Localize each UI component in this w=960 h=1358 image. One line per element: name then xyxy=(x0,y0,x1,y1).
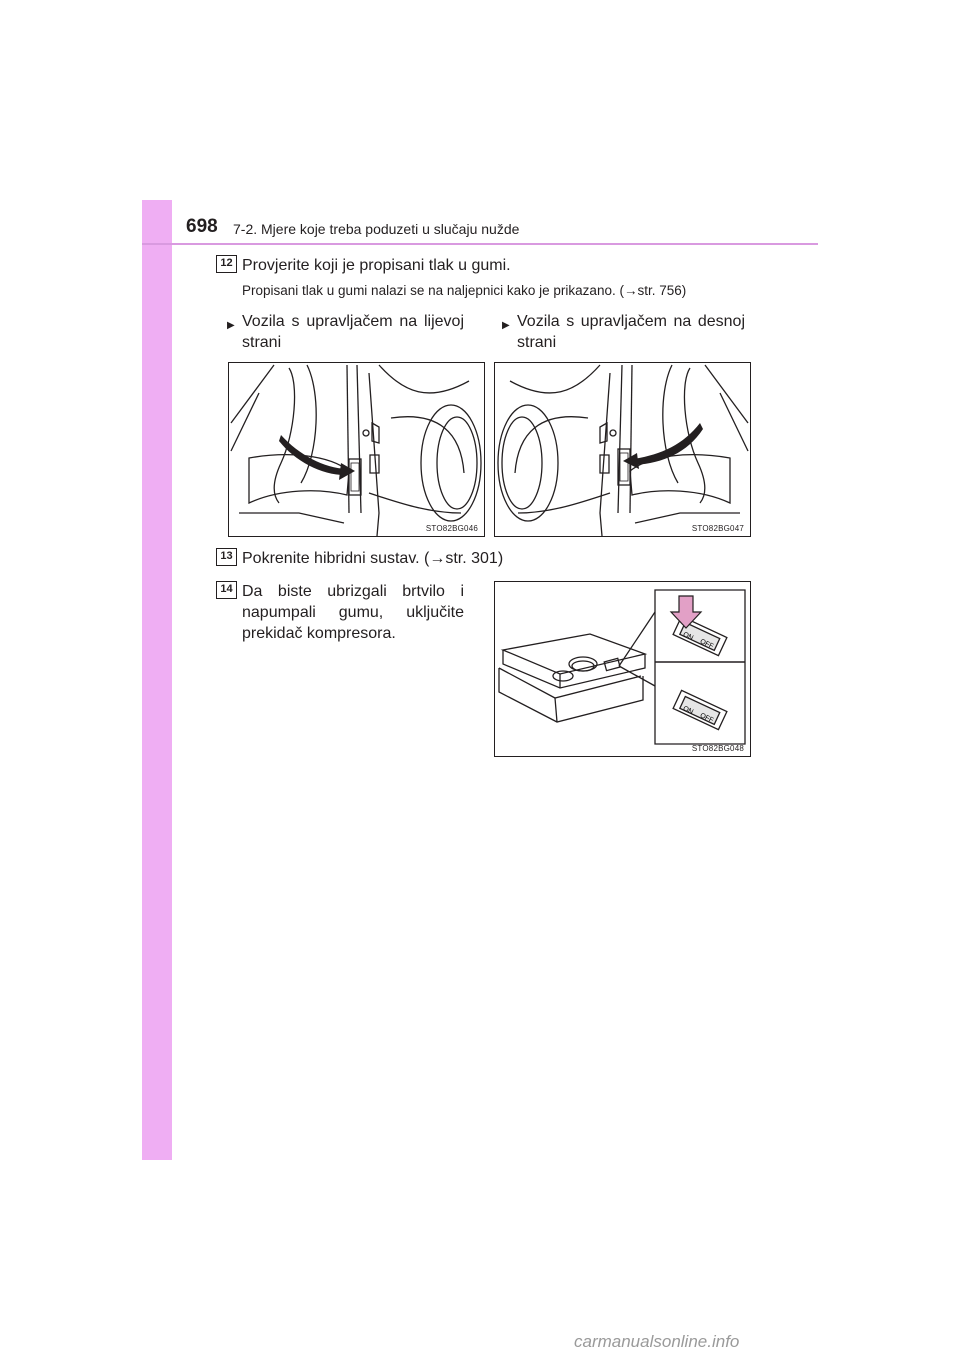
column-heading-left xyxy=(227,311,464,353)
step-12-text: Provjerite koji je propisani tlak u gumi. xyxy=(242,257,511,274)
figure-lhd-label-location xyxy=(228,362,485,537)
column-heading-right-text: Vozila s upravljačem na desnoj strani xyxy=(517,313,745,351)
step-badge-13: 13 xyxy=(216,548,237,566)
switch-off-label-lower: OFF xyxy=(698,712,715,725)
column-heading-right xyxy=(502,311,745,353)
header-rule xyxy=(142,243,818,245)
step-13-text: Pokrenite hibridni sustav. (→str. 301) xyxy=(242,550,504,567)
figure-code-left: STO82BG046 xyxy=(425,524,478,533)
step-14-text: Da biste ubrizgali brtvilo i napumpali gumu, uključite prekidač kompresora. xyxy=(242,583,464,642)
page-number: 698 xyxy=(186,216,218,237)
step-badge-12: 12 xyxy=(216,255,237,273)
switch-off-label-upper: OFF xyxy=(698,638,715,651)
illustration-lhd-door-pillar xyxy=(229,363,484,536)
switch-on-label-upper: ON xyxy=(681,631,695,642)
triangle-bullet-icon: ▶ xyxy=(502,320,510,331)
watermark: carmanualsonline.info xyxy=(574,1332,740,1351)
sidebar-tab xyxy=(142,200,172,1160)
switch-on-label-lower: ON xyxy=(681,705,695,716)
section-title: 7-2. Mjere koje treba poduzeti u slučaju nužde xyxy=(233,221,520,237)
figure-code-compressor: STO82BG048 xyxy=(691,744,744,753)
illustration-compressor xyxy=(495,582,750,756)
illustration-rhd-door-pillar xyxy=(495,363,750,536)
figure-code-right: STO82BG047 xyxy=(691,524,744,533)
column-heading-left-text: Vozila s upravljačem na lijevoj strani xyxy=(242,313,464,351)
triangle-bullet-icon: ▶ xyxy=(227,320,235,331)
step-12-note: Propisani tlak u gumi nalazi se na naljepnici kako je prikazano. (→str. 756) xyxy=(242,283,687,298)
figure-compressor-switch xyxy=(494,581,751,757)
figure-rhd-label-location xyxy=(494,362,751,537)
step-badge-14: 14 xyxy=(216,581,237,599)
